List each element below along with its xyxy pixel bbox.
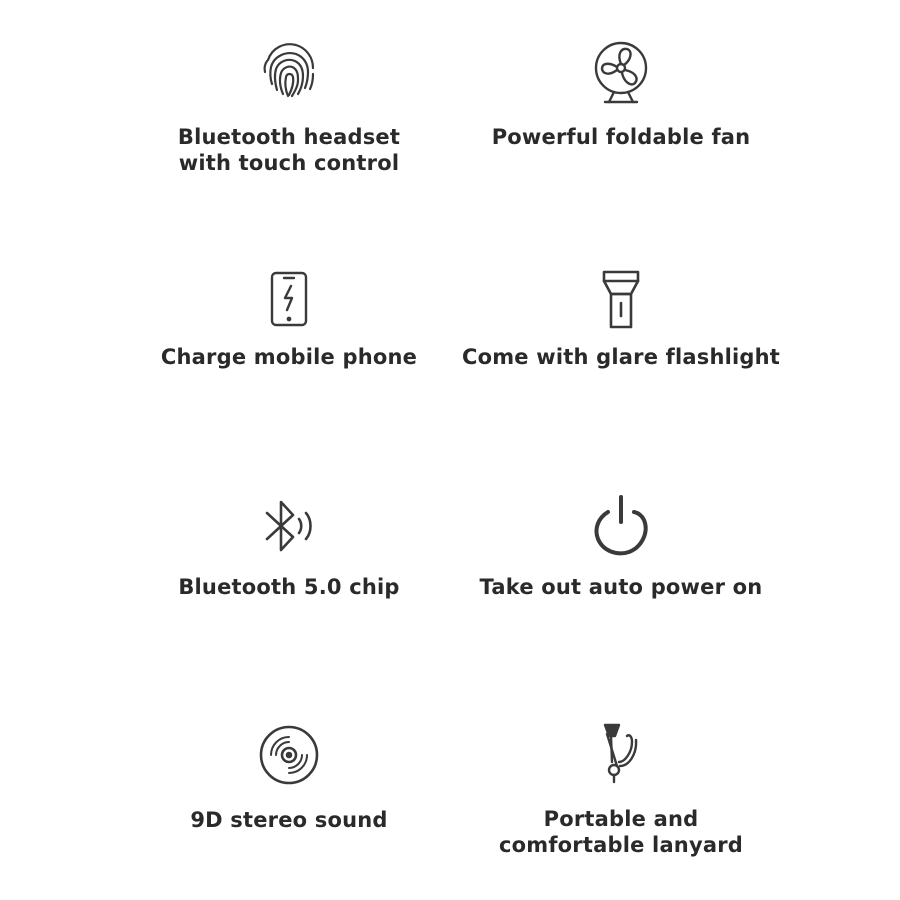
feature-label — [109, 344, 469, 370]
label-line: Take out auto power on — [479, 575, 763, 599]
label-line: Powerful foldable fan — [491, 125, 751, 149]
feature-touch-control — [109, 38, 469, 188]
label-line: Bluetooth 5.0 chip — [178, 575, 400, 599]
disc-icon — [258, 724, 320, 786]
fan-icon — [591, 40, 651, 104]
flashlight-icon — [601, 270, 641, 330]
feature-label — [441, 124, 801, 150]
feature-bluetooth-chip — [109, 496, 469, 611]
lanyard-icon — [599, 722, 643, 786]
feature-label — [441, 574, 801, 600]
feature-label — [109, 807, 469, 833]
power-icon — [589, 494, 653, 558]
feature-label — [109, 574, 469, 600]
feature-fan — [441, 38, 801, 188]
label-line: Bluetooth headset — [177, 125, 401, 149]
label-line: Come with glare flashlight — [461, 345, 781, 369]
label-line: Charge mobile phone — [160, 345, 418, 369]
label-line: comfortable lanyard — [498, 833, 744, 857]
bluetooth-icon — [261, 496, 317, 558]
feature-charge-phone — [109, 270, 469, 380]
label-line: 9D stereo sound — [190, 808, 388, 832]
feature-label — [109, 124, 469, 176]
feature-label — [441, 806, 801, 858]
feature-auto-power — [441, 496, 801, 611]
feature-stereo-sound — [109, 722, 469, 837]
feature-lanyard — [441, 722, 801, 872]
label-line: Portable and — [543, 807, 699, 831]
label-line: with touch control — [178, 151, 400, 175]
fingerprint-icon — [258, 38, 320, 100]
phone-charge-icon — [269, 271, 309, 327]
feature-flashlight — [441, 270, 801, 380]
feature-label — [441, 344, 801, 370]
